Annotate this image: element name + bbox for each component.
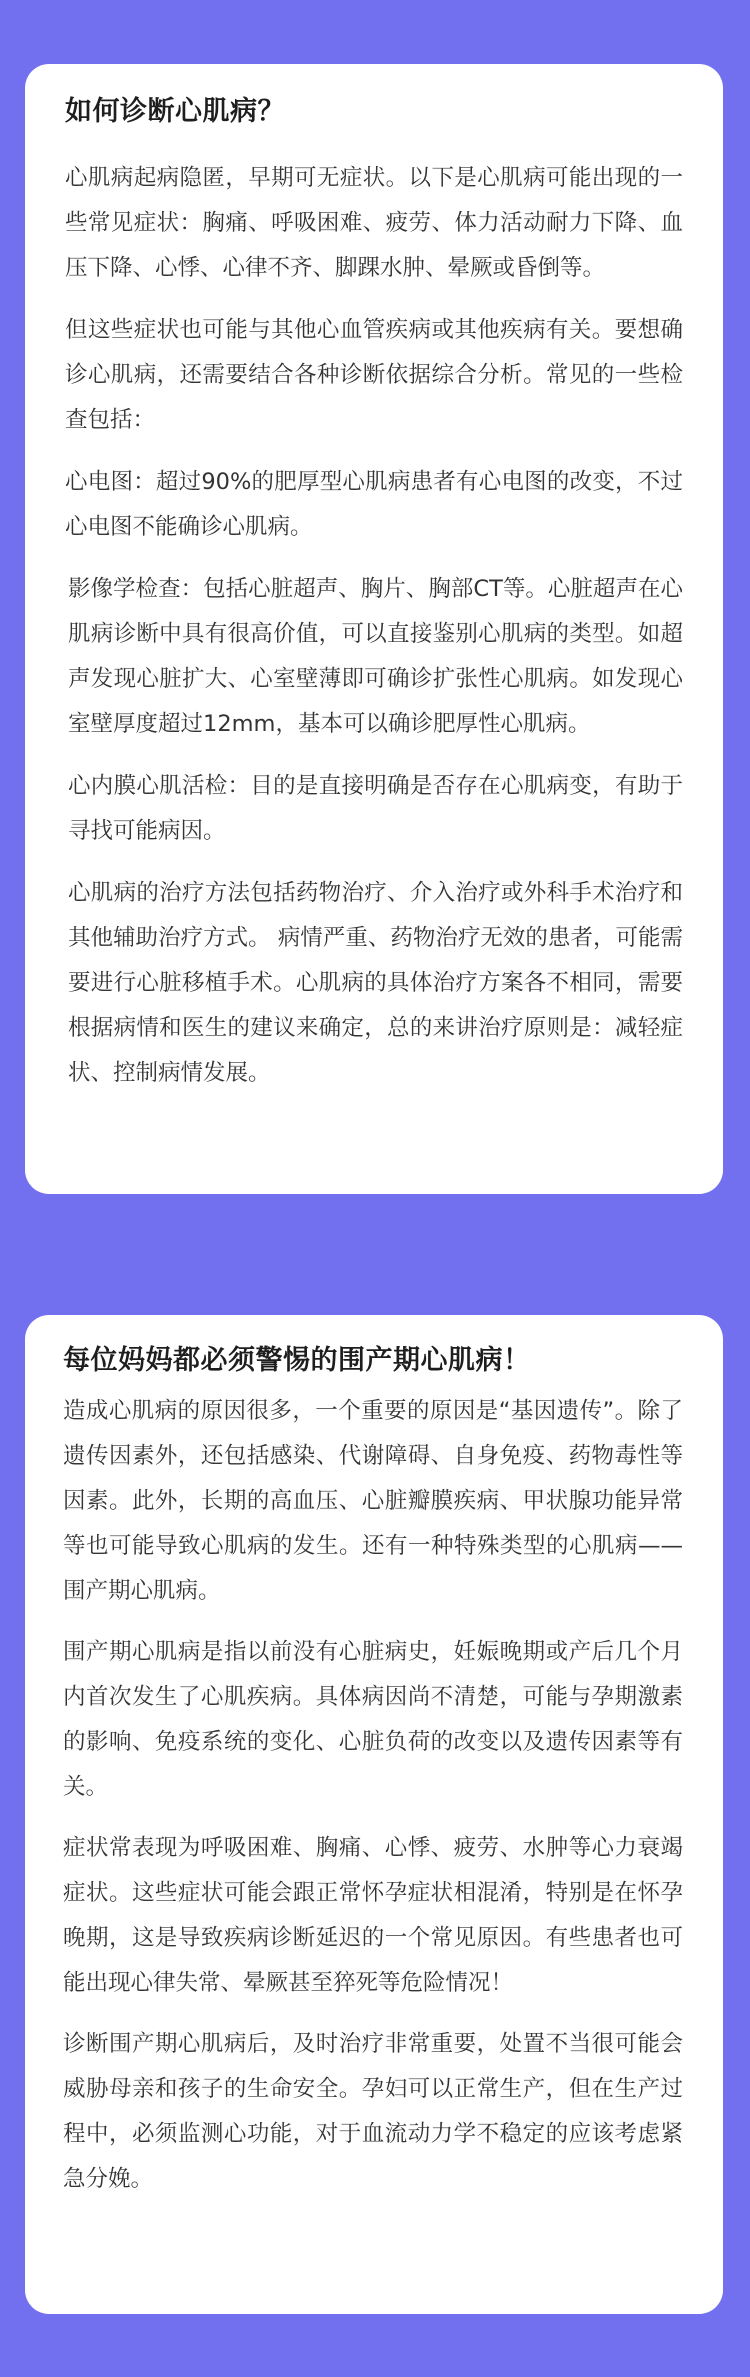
paragraph-biopsy: 心内膜心肌活检：目的是直接明确是否存在心肌病变，有助于寻找可能病因。	[68, 773, 683, 844]
section-title: 每位妈妈都必须警惕的围产期心肌病！	[63, 1345, 531, 1376]
paragraph-treatment: 心肌病的治疗方法包括药物治疗、介入治疗或外科手术治疗和其他辅助治疗方式。 病情严重、药物治疗无效的患者，可能需要进行心脏移植手术。心肌病的具体治疗方案各不相同，需要根据病情和医生的建议来确定，总的来讲治疗原则是：减轻症状、控制病情发展。	[68, 880, 683, 1086]
paragraph-ecg: 心电图：超过90%的肥厚型心肌病患者有心电图的改变，不过心电图不能确诊心肌病。	[65, 469, 683, 540]
paragraph-diagnosis-intro: 但这些症状也可能与其他心血管疾病或其他疾病有关。要想确诊心肌病，还需要结合各种诊断依据综合分析。常见的一些检查包括：	[65, 317, 683, 433]
paragraph-causes: 造成心肌病的原因很多，一个重要的原因是“基因遗传”。除了遗传因素外，还包括感染、代谢障碍、自身免疫、药物毒性等因素。此外，长期的高血压、心脏瓣膜疾病、甲状腺功能异常等也可能导致心肌病的发生。还有一种特殊类型的心肌病——围产期心肌病。	[63, 1398, 683, 1604]
paragraph-treatment: 诊断围产期心肌病后，及时治疗非常重要，处置不当很可能会威胁母亲和孩子的生命安全。孕妇可以正常生产，但在生产过程中，必须监测心功能，对于血流动力学不稳定的应该考虑紧急分娩。	[63, 2031, 683, 2192]
paragraph-symptoms: 心肌病起病隐匿，早期可无症状。以下是心肌病可能出现的一些常见症状：胸痛、呼吸困难、疲劳、体力活动耐力下降、血压下降、心悸、心律不齐、脚踝水肿、晕厥或昏倒等。	[65, 165, 683, 281]
paragraph-definition: 围产期心肌病是指以前没有心脏病史，妊娠晚期或产后几个月内首次发生了心肌疾病。具体病因尚不清楚，可能与孕期激素的影响、免疫系统的变化、心脏负荷的改变以及遗传因素等有关。	[63, 1639, 683, 1800]
section-title: 如何诊断心肌病？	[65, 96, 285, 127]
diagnosis-card	[25, 64, 723, 1194]
peripartum-card	[25, 1315, 723, 2314]
paragraph-symptoms: 症状常表现为呼吸困难、胸痛、心悸、疲劳、水肿等心力衰竭症状。这些症状可能会跟正常怀孕症状相混淆，特别是在怀孕晚期，这是导致疾病诊断延迟的一个常见原因。有些患者也可能出现心律失常、晕厥甚至猝死等危险情况！	[63, 1835, 683, 1996]
paragraph-imaging: 影像学检查：包括心脏超声、胸片、胸部CT等。心脏超声在心肌病诊断中具有很高价值，可以直接鉴别心肌病的类型。如超声发现心脏扩大、心室壁薄即可确诊扩张性心肌病。如发现心室壁厚度超过12mm，基本可以确诊肥厚性心肌病。	[68, 576, 683, 737]
